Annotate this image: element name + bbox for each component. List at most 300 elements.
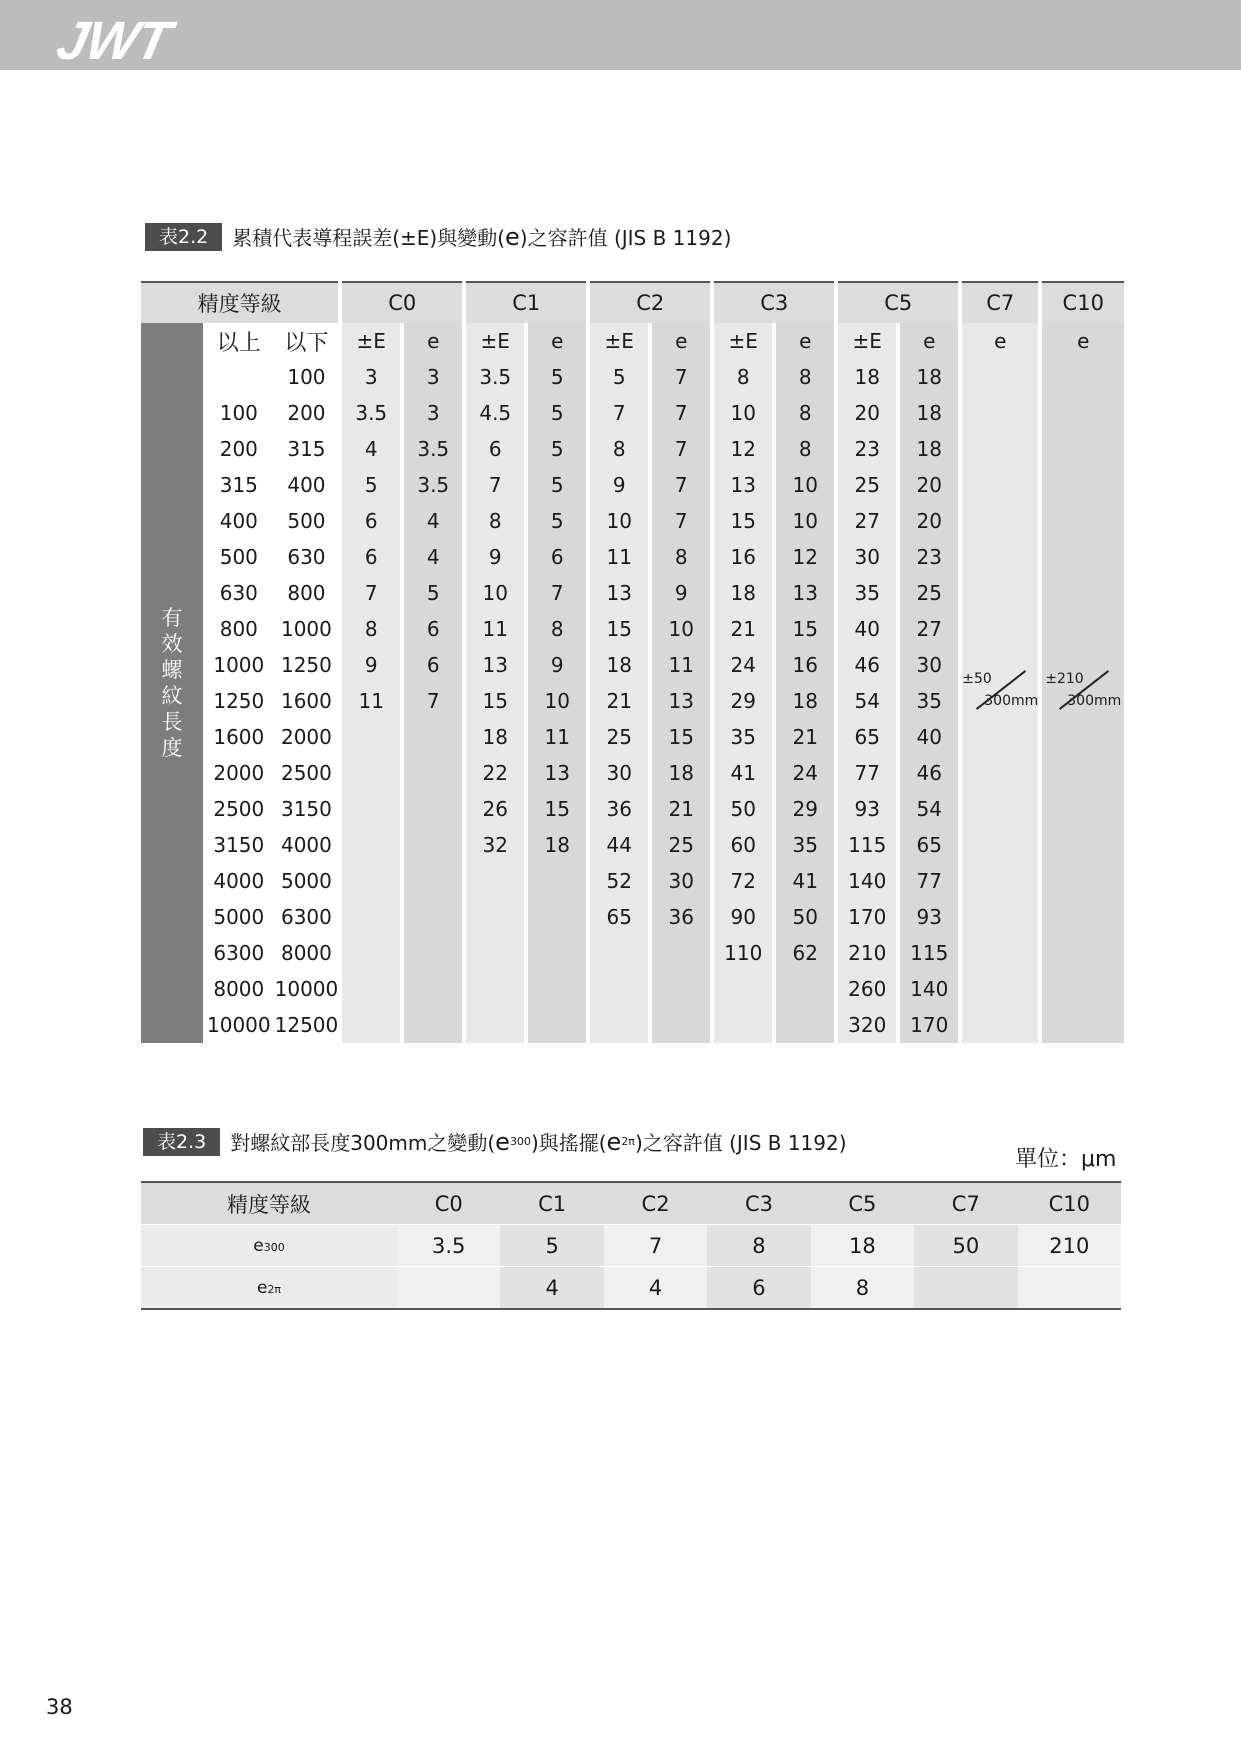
table-cell (342, 827, 400, 863)
table23-caption (143, 1127, 847, 1156)
table-cell: 30 (652, 863, 710, 899)
table-cell: 4 (404, 503, 462, 539)
table-cell (590, 1007, 648, 1043)
table-cell: 50 (714, 791, 772, 827)
table-cell: 50 (776, 899, 834, 935)
table-cell: 13 (590, 575, 648, 611)
table22-title-b: )之容許值 (JIS B 1192) (519, 226, 732, 250)
table-cell: 7 (652, 359, 710, 395)
table-cell: 4 (404, 539, 462, 575)
table-cell: 315 (207, 467, 271, 503)
table-cell: 18 (590, 647, 648, 683)
table-cell: 18 (714, 575, 772, 611)
table-cell: 35 (838, 575, 896, 611)
table-cell: 3 (404, 359, 462, 395)
table-cell: 36 (652, 899, 710, 935)
table-cell: 16 (776, 647, 834, 683)
table-cell: 5 (528, 503, 586, 539)
table-cell: 1250 (275, 647, 339, 683)
e2pi-c10 (1018, 1267, 1121, 1310)
table-cell: 13 (466, 647, 524, 683)
table-cell: 10 (714, 395, 772, 431)
grade-c0: C0 (342, 281, 462, 323)
row-label-e2pi: e2π (141, 1267, 397, 1310)
table-cell (528, 935, 586, 971)
table-cell: 46 (838, 647, 896, 683)
t23-grade-c1: C1 (500, 1182, 603, 1225)
table-cell: 23 (900, 539, 958, 575)
table-cell: 7 (528, 575, 586, 611)
table-cell (404, 755, 462, 791)
table23-title-c: )之容許值 (JIS B 1192) (634, 1131, 847, 1155)
table-cell: 5 (590, 359, 648, 395)
table-cell: 8 (776, 359, 834, 395)
table-cell: 4000 (275, 827, 339, 863)
table-cell: 65 (900, 827, 958, 863)
table-cell: 630 (207, 575, 271, 611)
t23-grade-c0: C0 (397, 1182, 500, 1225)
table-cell: 170 (900, 1007, 958, 1043)
table-cell: 100 (275, 359, 339, 395)
table-cell: 1600 (207, 719, 271, 755)
table-cell (342, 899, 400, 935)
table-cell: 11 (590, 539, 648, 575)
table-cell (404, 791, 462, 827)
table-row (141, 359, 1124, 395)
table-cell: 35 (714, 719, 772, 755)
table-cell: 25 (838, 467, 896, 503)
table-cell: 4000 (207, 863, 271, 899)
table-cell: 93 (838, 791, 896, 827)
table-cell: 25 (590, 719, 648, 755)
table-cell: 13 (714, 467, 772, 503)
table-cell: 8 (342, 611, 400, 647)
t23-grade-c3: C3 (707, 1182, 810, 1225)
table-cell: 500 (207, 539, 271, 575)
table-cell: 500 (275, 503, 339, 539)
c10-fraction (1045, 667, 1121, 711)
table22-grade-header (141, 281, 1124, 323)
table-cell: 8 (652, 539, 710, 575)
table-cell: 7 (404, 683, 462, 719)
grade-c2: C2 (590, 281, 710, 323)
table-cell: 170 (838, 899, 896, 935)
table-cell: 3 (404, 395, 462, 431)
table-cell: 3 (342, 359, 400, 395)
table-cell: 8 (466, 503, 524, 539)
table-cell: 21 (652, 791, 710, 827)
table-cell (466, 899, 524, 935)
table-cell: 46 (900, 755, 958, 791)
table-cell: 13 (652, 683, 710, 719)
table-cell: 800 (207, 611, 271, 647)
table23-title-e300: e (495, 1127, 510, 1156)
table-cell: 15 (590, 611, 648, 647)
table-cell: 2000 (207, 755, 271, 791)
t23-grade-c5: C5 (811, 1182, 914, 1225)
table-cell: 5 (342, 467, 400, 503)
table-cell (528, 1007, 586, 1043)
table-cell: 100 (207, 395, 271, 431)
table-cell: 4.5 (466, 395, 524, 431)
e300-c5: 18 (811, 1225, 914, 1267)
table-cell: 9 (652, 575, 710, 611)
table-cell: 30 (900, 647, 958, 683)
header-bar (0, 0, 1241, 70)
table23-title-e2pi: e (606, 1127, 622, 1156)
table-cell: 140 (900, 971, 958, 1007)
table23-header (141, 1182, 1121, 1225)
table-cell: 9 (590, 467, 648, 503)
table-cell (404, 863, 462, 899)
sub-c5-e: e (900, 323, 958, 359)
table-cell: 3150 (207, 827, 271, 863)
table-cell (466, 971, 524, 1007)
table-cell: 6 (404, 611, 462, 647)
table23-title-e2pi-sub: 2π (621, 1135, 635, 1148)
table-cell: 22 (466, 755, 524, 791)
table-cell (342, 755, 400, 791)
table-cell (404, 719, 462, 755)
table-cell: 2500 (207, 791, 271, 827)
c7-numerator: ±50 (962, 670, 992, 687)
table-cell: 7 (652, 467, 710, 503)
grade-c3: C3 (714, 281, 834, 323)
table-cell: 5 (528, 431, 586, 467)
table-cell: 15 (528, 791, 586, 827)
table-cell: 10 (776, 503, 834, 539)
grade-c5: C5 (838, 281, 958, 323)
table-cell: 60 (714, 827, 772, 863)
table-cell: 200 (275, 395, 339, 431)
table-cell: 7 (590, 395, 648, 431)
table-cell (404, 1007, 462, 1043)
e2pi-c7 (914, 1267, 1017, 1310)
table-cell: 110 (714, 935, 772, 971)
table-cell: 5 (528, 359, 586, 395)
table-cell: 200 (207, 431, 271, 467)
table-cell: 62 (776, 935, 834, 971)
table-row-e300 (141, 1225, 1121, 1267)
table-cell: 3.5 (466, 359, 524, 395)
table-cell: 10 (776, 467, 834, 503)
table-cell: 11 (466, 611, 524, 647)
table-cell: 6 (342, 539, 400, 575)
table-cell: 9 (528, 647, 586, 683)
table-cell: 10 (466, 575, 524, 611)
table-cell: 25 (900, 575, 958, 611)
e300-c7: 50 (914, 1225, 1017, 1267)
sub-c3-pm: ±E (714, 323, 772, 359)
lead-error-table (137, 281, 1128, 1043)
table-cell (528, 863, 586, 899)
page-number: 38 (46, 1695, 73, 1719)
table-cell: 6 (342, 503, 400, 539)
c7-tolerance (962, 359, 1038, 1043)
table-cell: 8 (714, 359, 772, 395)
sub-c3-e: e (776, 323, 834, 359)
table-cell: 54 (900, 791, 958, 827)
table-cell: 320 (838, 1007, 896, 1043)
table-cell: 15 (714, 503, 772, 539)
e300-c3: 8 (707, 1225, 810, 1267)
table-cell: 10 (590, 503, 648, 539)
table-cell: 6 (466, 431, 524, 467)
table-cell: 27 (838, 503, 896, 539)
table-cell: 72 (714, 863, 772, 899)
table-cell (466, 1007, 524, 1043)
table-cell (528, 971, 586, 1007)
table-cell: 10 (652, 611, 710, 647)
table-cell: 7 (466, 467, 524, 503)
table-cell (652, 935, 710, 971)
table-cell (342, 971, 400, 1007)
table-cell: 6 (404, 647, 462, 683)
table-cell (466, 935, 524, 971)
table-cell: 7 (652, 395, 710, 431)
e2pi-c2: 4 (604, 1267, 707, 1310)
table-cell: 12 (714, 431, 772, 467)
e2pi-c5: 8 (811, 1267, 914, 1310)
table-cell: 3.5 (404, 431, 462, 467)
table23-title-a: 對螺紋部長度300mm之變動( (230, 1131, 496, 1155)
e2pi-c1: 4 (500, 1267, 603, 1310)
table-cell: 115 (900, 935, 958, 971)
table-cell: 25 (652, 827, 710, 863)
grade-header-cell: 精度等級 (141, 281, 338, 323)
table-cell: 1000 (207, 647, 271, 683)
t23-grade-c10: C10 (1018, 1182, 1121, 1225)
table-cell: 65 (590, 899, 648, 935)
table-cell: 13 (528, 755, 586, 791)
table22-subheader (141, 323, 1124, 359)
table22-tag: 表2.2 (145, 223, 222, 251)
table-cell: 5 (404, 575, 462, 611)
t23-grade-c2: C2 (604, 1182, 707, 1225)
table-cell: 8 (590, 431, 648, 467)
table-cell (342, 1007, 400, 1043)
table-cell: 15 (776, 611, 834, 647)
table-cell: 140 (838, 863, 896, 899)
sub-c5-pm: ±E (838, 323, 896, 359)
e300-c2: 7 (604, 1225, 707, 1267)
table23-title-b: )與搖擺( (530, 1131, 607, 1155)
table-cell: 18 (900, 395, 958, 431)
e300-c0: 3.5 (397, 1225, 500, 1267)
table-cell: 7 (652, 503, 710, 539)
table-cell (652, 1007, 710, 1043)
table-cell: 1000 (275, 611, 339, 647)
table-cell: 5 (528, 395, 586, 431)
table-cell: 3.5 (342, 395, 400, 431)
sub-c2-pm: ±E (590, 323, 648, 359)
table-cell: 210 (838, 935, 896, 971)
table-cell (342, 935, 400, 971)
table-cell: 24 (714, 647, 772, 683)
grade-c7: C7 (962, 281, 1038, 323)
table-cell: 23 (838, 431, 896, 467)
c10-numerator: ±210 (1045, 670, 1084, 687)
table-cell: 44 (590, 827, 648, 863)
table23-tag: 表2.3 (143, 1128, 220, 1156)
table-cell: 40 (838, 611, 896, 647)
table-cell: 11 (528, 719, 586, 755)
table-cell: 6 (528, 539, 586, 575)
table-cell: 11 (342, 683, 400, 719)
e300-c10: 210 (1018, 1225, 1121, 1267)
table-cell: 21 (776, 719, 834, 755)
table-cell: 27 (900, 611, 958, 647)
table-cell: 40 (900, 719, 958, 755)
table-cell: 3.5 (404, 467, 462, 503)
table-cell: 10000 (207, 1007, 271, 1043)
table-cell: 30 (838, 539, 896, 575)
table-cell: 8000 (275, 935, 339, 971)
table-cell: 8 (528, 611, 586, 647)
table-cell (714, 971, 772, 1007)
table-cell (714, 1007, 772, 1043)
table-cell (342, 863, 400, 899)
table-cell: 18 (838, 359, 896, 395)
table-cell: 20 (838, 395, 896, 431)
table-cell: 29 (776, 791, 834, 827)
table-cell: 18 (528, 827, 586, 863)
table-cell: 630 (275, 539, 339, 575)
table-cell: 7 (342, 575, 400, 611)
unit-label: 單位：μm (1015, 1147, 1117, 1172)
table-cell: 115 (838, 827, 896, 863)
t23-grade-c7: C7 (914, 1182, 1017, 1225)
table-cell: 18 (900, 431, 958, 467)
table-row-e2pi (141, 1267, 1121, 1310)
row-label-e300: e300 (141, 1225, 397, 1267)
table-cell: 8000 (207, 971, 271, 1007)
table-cell (776, 971, 834, 1007)
table-cell: 24 (776, 755, 834, 791)
table-cell: 65 (838, 719, 896, 755)
table-cell: 9 (466, 539, 524, 575)
table-cell: 26 (466, 791, 524, 827)
table-cell: 18 (466, 719, 524, 755)
table-cell: 5000 (275, 863, 339, 899)
table-cell: 54 (838, 683, 896, 719)
table-cell: 18 (652, 755, 710, 791)
table-cell: 12 (776, 539, 834, 575)
sub-c1-pm: ±E (466, 323, 524, 359)
e2pi-c0 (397, 1267, 500, 1310)
table-cell: 20 (900, 467, 958, 503)
table-cell: 90 (714, 899, 772, 935)
table-cell: 21 (714, 611, 772, 647)
sub-c7-e: e (962, 323, 1038, 359)
table-cell (404, 971, 462, 1007)
c10-tolerance (1042, 359, 1124, 1043)
table-cell: 3150 (275, 791, 339, 827)
table-cell (776, 1007, 834, 1043)
table-cell: 5 (528, 467, 586, 503)
table-cell: 6300 (275, 899, 339, 935)
table23-title-e300-sub: 300 (509, 1135, 531, 1148)
sub-c1-e: e (528, 323, 586, 359)
table-cell: 10000 (275, 971, 339, 1007)
table-cell: 10 (528, 683, 586, 719)
sub-below: 以下 (275, 323, 339, 359)
table-cell: 7 (652, 431, 710, 467)
sub-above: 以上 (207, 323, 271, 359)
grade-c1: C1 (466, 281, 586, 323)
table-cell: 4 (342, 431, 400, 467)
table-cell: 41 (714, 755, 772, 791)
table-cell: 8 (776, 395, 834, 431)
table22-caption (145, 222, 731, 251)
table-cell (590, 971, 648, 1007)
e300-c1: 5 (500, 1225, 603, 1267)
table-cell: 15 (466, 683, 524, 719)
sub-c2-e: e (652, 323, 710, 359)
table-cell: 9 (342, 647, 400, 683)
table-cell (404, 935, 462, 971)
table-cell: 29 (714, 683, 772, 719)
table-cell: 18 (776, 683, 834, 719)
variation-table (141, 1181, 1121, 1310)
table-cell (404, 899, 462, 935)
table-cell: 15 (652, 719, 710, 755)
table-cell (652, 971, 710, 1007)
table-cell: 93 (900, 899, 958, 935)
table-cell: 11 (652, 647, 710, 683)
table-cell: 5000 (207, 899, 271, 935)
table-cell (207, 359, 271, 395)
table-cell: 13 (776, 575, 834, 611)
table-cell: 2000 (275, 719, 339, 755)
c7-fraction (962, 667, 1038, 711)
table-cell: 8 (776, 431, 834, 467)
table-cell: 35 (776, 827, 834, 863)
brand-logo: JWT (51, 11, 176, 71)
table-cell: 77 (900, 863, 958, 899)
grade-c10: C10 (1042, 281, 1124, 323)
table22-title-e: e (505, 222, 520, 251)
table-cell: 400 (207, 503, 271, 539)
e2pi-c3: 6 (707, 1267, 810, 1310)
table-cell: 77 (838, 755, 896, 791)
table-cell (528, 899, 586, 935)
table-cell (404, 827, 462, 863)
table-cell: 260 (838, 971, 896, 1007)
table-cell: 36 (590, 791, 648, 827)
c7-denominator: 300mm (984, 692, 1039, 709)
table-cell: 315 (275, 431, 339, 467)
table-cell: 1600 (275, 683, 339, 719)
table-cell: 1250 (207, 683, 271, 719)
t23-grade-header: 精度等級 (141, 1182, 397, 1225)
table-cell: 32 (466, 827, 524, 863)
table-cell: 18 (900, 359, 958, 395)
table-cell: 21 (590, 683, 648, 719)
table-cell: 52 (590, 863, 648, 899)
table-cell: 16 (714, 539, 772, 575)
table-cell: 35 (900, 683, 958, 719)
table-cell (342, 791, 400, 827)
side-label-effective-length: 有 效 螺 紋 長 度 (141, 323, 203, 1043)
table-cell (590, 935, 648, 971)
table-cell: 800 (275, 575, 339, 611)
table-cell (466, 863, 524, 899)
table-cell: 400 (275, 467, 339, 503)
sub-c0-pm: ±E (342, 323, 400, 359)
table-cell: 6300 (207, 935, 271, 971)
table-cell: 12500 (275, 1007, 339, 1043)
